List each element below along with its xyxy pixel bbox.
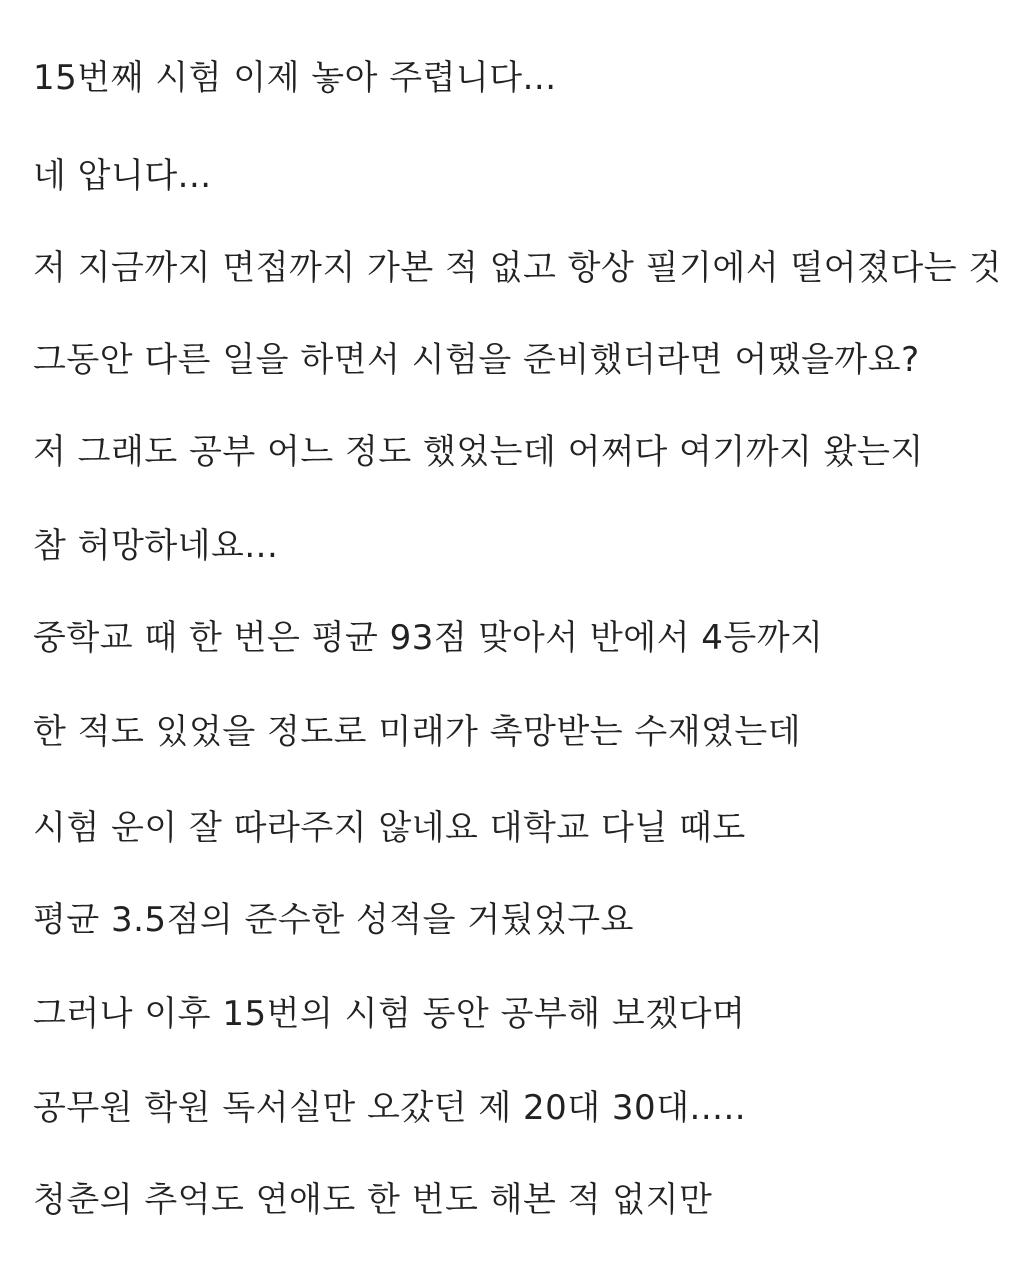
text-line-9: 시험 운이 잘 따라주지 않네요 대학교 다닐 때도 — [33, 808, 746, 848]
text-line-8: 한 적도 있었을 정도로 미래가 촉망받는 수재였는데 — [33, 712, 802, 752]
text-line-7: 중학교 때 한 번은 평균 93점 맞아서 반에서 4등까지 — [33, 618, 824, 658]
text-line-3: 저 지금까지 면접까지 가본 적 없고 항상 필기에서 떨어졌다는 것 — [33, 248, 1002, 288]
text-line-10: 평균 3.5점의 준수한 성적을 거뒀었구요 — [33, 900, 634, 940]
text-line-6: 참 허망하네요... — [33, 526, 279, 566]
text-line-4: 그동안 다른 일을 하면서 시험을 준비했더라면 어땠을까요? — [33, 340, 920, 380]
text-line-13: 청춘의 추억도 연애도 한 번도 해본 적 없지만 — [33, 1180, 713, 1220]
text-line-12: 공무원 학원 독서실만 오갔던 제 20대 30대..... — [33, 1088, 747, 1128]
text-line-1: 15번째 시험 이제 놓아 주렵니다... — [33, 58, 557, 98]
text-line-5: 저 그래도 공부 어느 정도 했었는데 어쩌다 여기까지 왔는지 — [33, 432, 924, 472]
text-line-2: 네 압니다... — [33, 156, 212, 196]
text-line-11: 그러나 이후 15번의 시험 동안 공부해 보겠다며 — [33, 994, 746, 1034]
